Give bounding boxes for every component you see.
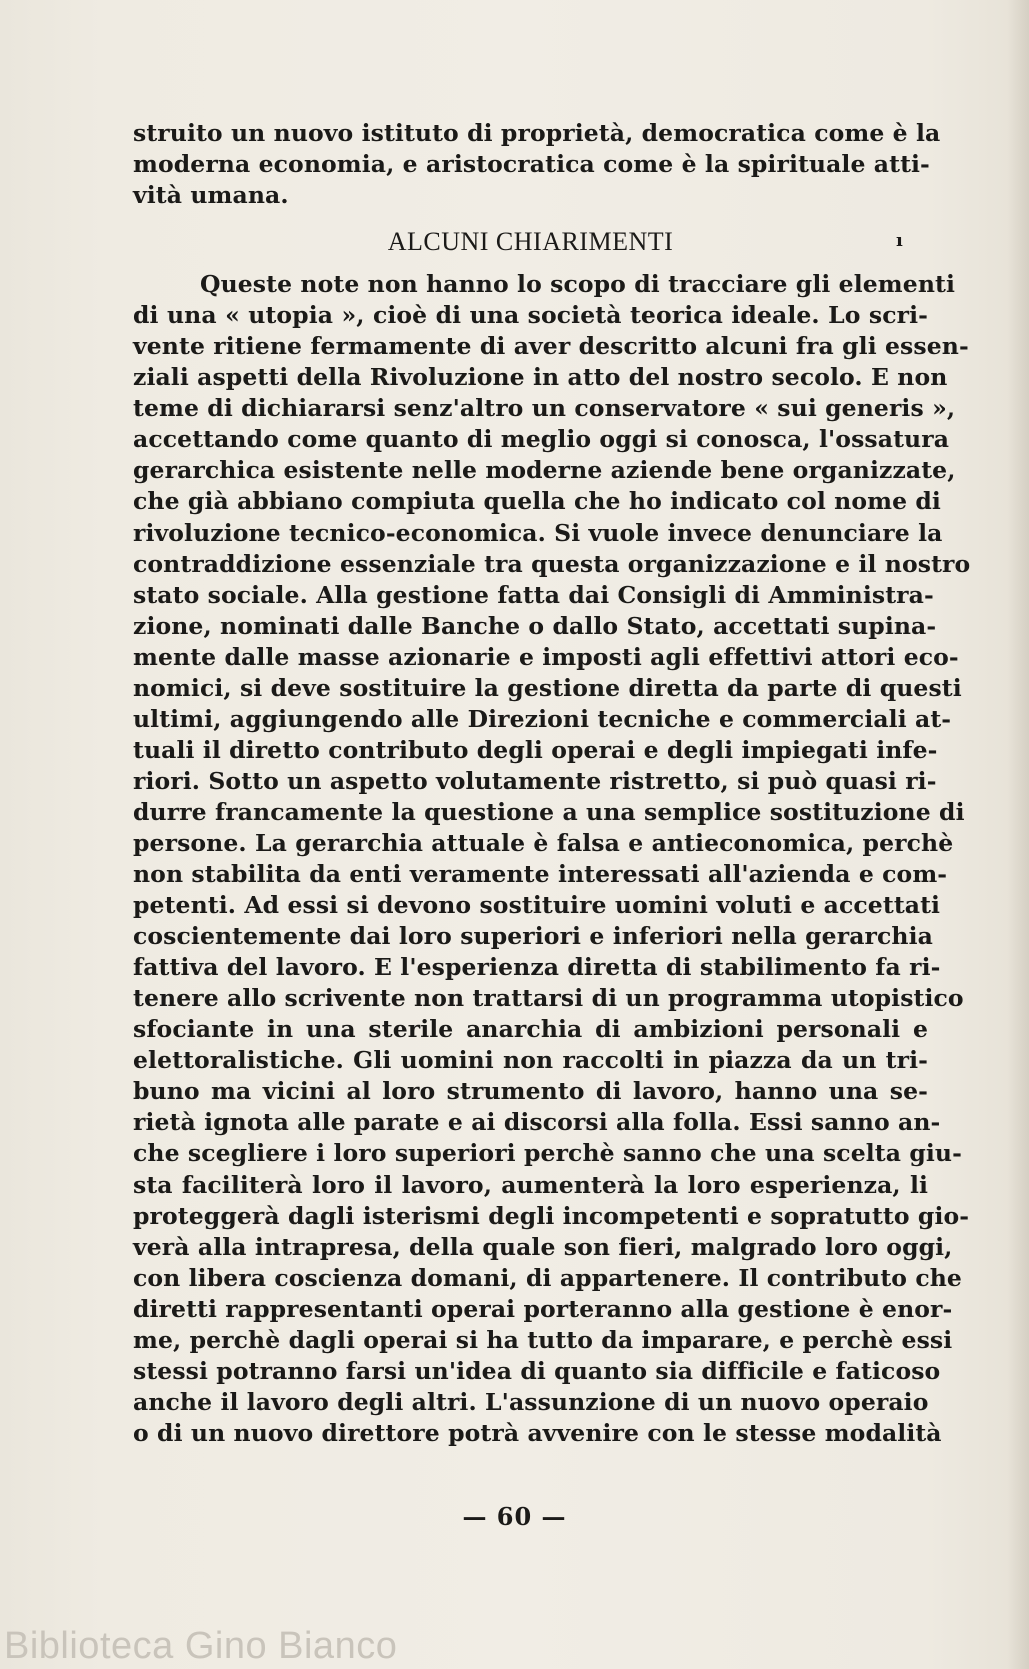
text-line: elettoralistiche. Gli uomini non raccolti in piazza da un tri- — [133, 1046, 928, 1075]
text-line: con libera coscienza domani, di appartenere. Il contributo che — [133, 1263, 962, 1292]
text-line: proteggerà dagli isterismi degli incompetenti e sopratutto gio- — [133, 1201, 970, 1230]
text-line: buno ma vicini al loro strumento di lavoro, hanno una se- — [133, 1077, 928, 1106]
text-line: struito un nuovo istituto di proprietà, democratica come è la — [133, 119, 941, 147]
text-line: ultimi, aggiungendo alle Direzioni tecniche e commerciali at- — [133, 704, 952, 733]
text-line: riori. Sotto un aspetto volutamente ristretto, si può quasi ri- — [133, 766, 937, 795]
text-line: me, perchè dagli operai si ha tutto da imparare, e perchè essi — [133, 1325, 953, 1354]
page-number: — 60 — — [462, 1502, 567, 1531]
text-line: gerarchica esistente nelle moderne aziende bene organizzate, — [133, 456, 956, 485]
text-line: coscientemente dai loro superiori e inferiori nella gerarchia — [133, 922, 933, 951]
text-line: verà alla intrapresa, della quale son fieri, malgrado loro oggi, — [133, 1232, 953, 1261]
text-line: sta faciliterà loro il lavoro, aumenterà la loro esperienza, li — [133, 1170, 928, 1199]
text-line: mente dalle masse azionarie e imposti agli effettivi attori eco- — [133, 642, 959, 671]
text-line: durre francamente la questione a una semplice sostituzione di — [133, 797, 965, 826]
text-line: nomici, si deve sostituire la gestione diretta da parte di questi — [133, 673, 962, 702]
text-line: o di un nuovo direttore potrà avvenire con le stesse modalità — [133, 1418, 942, 1447]
page-text — [133, 118, 971, 1449]
page-edge-shadow — [1007, 0, 1029, 1669]
text-line: non stabilita da enti veramente interessati all'azienda e com- — [133, 860, 948, 889]
text-line: accettando come quanto di meglio oggi si conosca, l'ossatura — [133, 425, 950, 454]
library-watermark: Biblioteca Gino Bianco — [4, 1625, 398, 1667]
text-line: vente ritiene fermamente di aver descritto alcuni fra gli essen- — [133, 332, 969, 361]
section-heading: ALCUNI CHIARIMENTI — [387, 227, 674, 257]
text-line: teme di dichiararsi senz'altro un conservatore « sui generis », — [133, 394, 956, 423]
text-line: diretti rappresentanti operai porteranno alla gestione è enor- — [133, 1294, 953, 1323]
text-line: stato sociale. Alla gestione fatta dai Consigli di Amministra- — [133, 580, 934, 609]
text-line: vità umana. — [133, 181, 289, 210]
text-line: stessi potranno farsi un'idea di quanto sia difficile e faticoso — [133, 1356, 941, 1385]
text-line: petenti. Ad essi si devono sostituire uomini voluti e accettati — [133, 891, 941, 920]
text-line: contraddizione essenziale tra questa organizzazione e il nostro — [133, 549, 971, 578]
text-line: rietà ignota alle parate e ai discorsi alla folla. Essi sanno an- — [133, 1108, 941, 1137]
text-line: zione, nominati dalle Banche o dallo Stato, accettati supina- — [133, 611, 937, 640]
text-line: sfociante in una sterile anarchia di ambizioni personali e — [133, 1015, 928, 1044]
text-line: persone. La gerarchia attuale è falsa e antieconomica, perchè — [133, 828, 954, 857]
text-line: rivoluzione tecnico-economica. Si vuole invece denunciare la — [133, 518, 943, 547]
text-line: moderna economia, e aristocratica come è la spirituale atti- — [133, 150, 930, 179]
text-line: che scegliere i loro superiori perchè sanno che una scelta giu- — [133, 1139, 962, 1168]
paragraph — [133, 269, 971, 1449]
margin-mark: ı — [896, 230, 903, 251]
text-line: ziali aspetti della Rivoluzione in atto del nostro secolo. E non — [133, 363, 948, 392]
text-line: che già abbiano compiuta quella che ho indicato col nome di — [133, 487, 941, 516]
text-line: di una « utopia », cioè di una società teorica ideale. Lo scri- — [133, 301, 928, 330]
text-line: tenere allo scrivente non trattarsi di un programma utopistico — [133, 984, 964, 1013]
text-line: fattiva del lavoro. E l'esperienza diretta di stabilimento fa ri- — [133, 953, 941, 982]
text-line: tuali il diretto contributo degli operai e degli impiegati infe- — [133, 735, 938, 764]
text-line: Queste note non hanno lo scopo di tracciare gli elementi — [200, 270, 955, 299]
text-line: anche il lavoro degli altri. L'assunzione di un nuovo operaio — [133, 1387, 929, 1416]
